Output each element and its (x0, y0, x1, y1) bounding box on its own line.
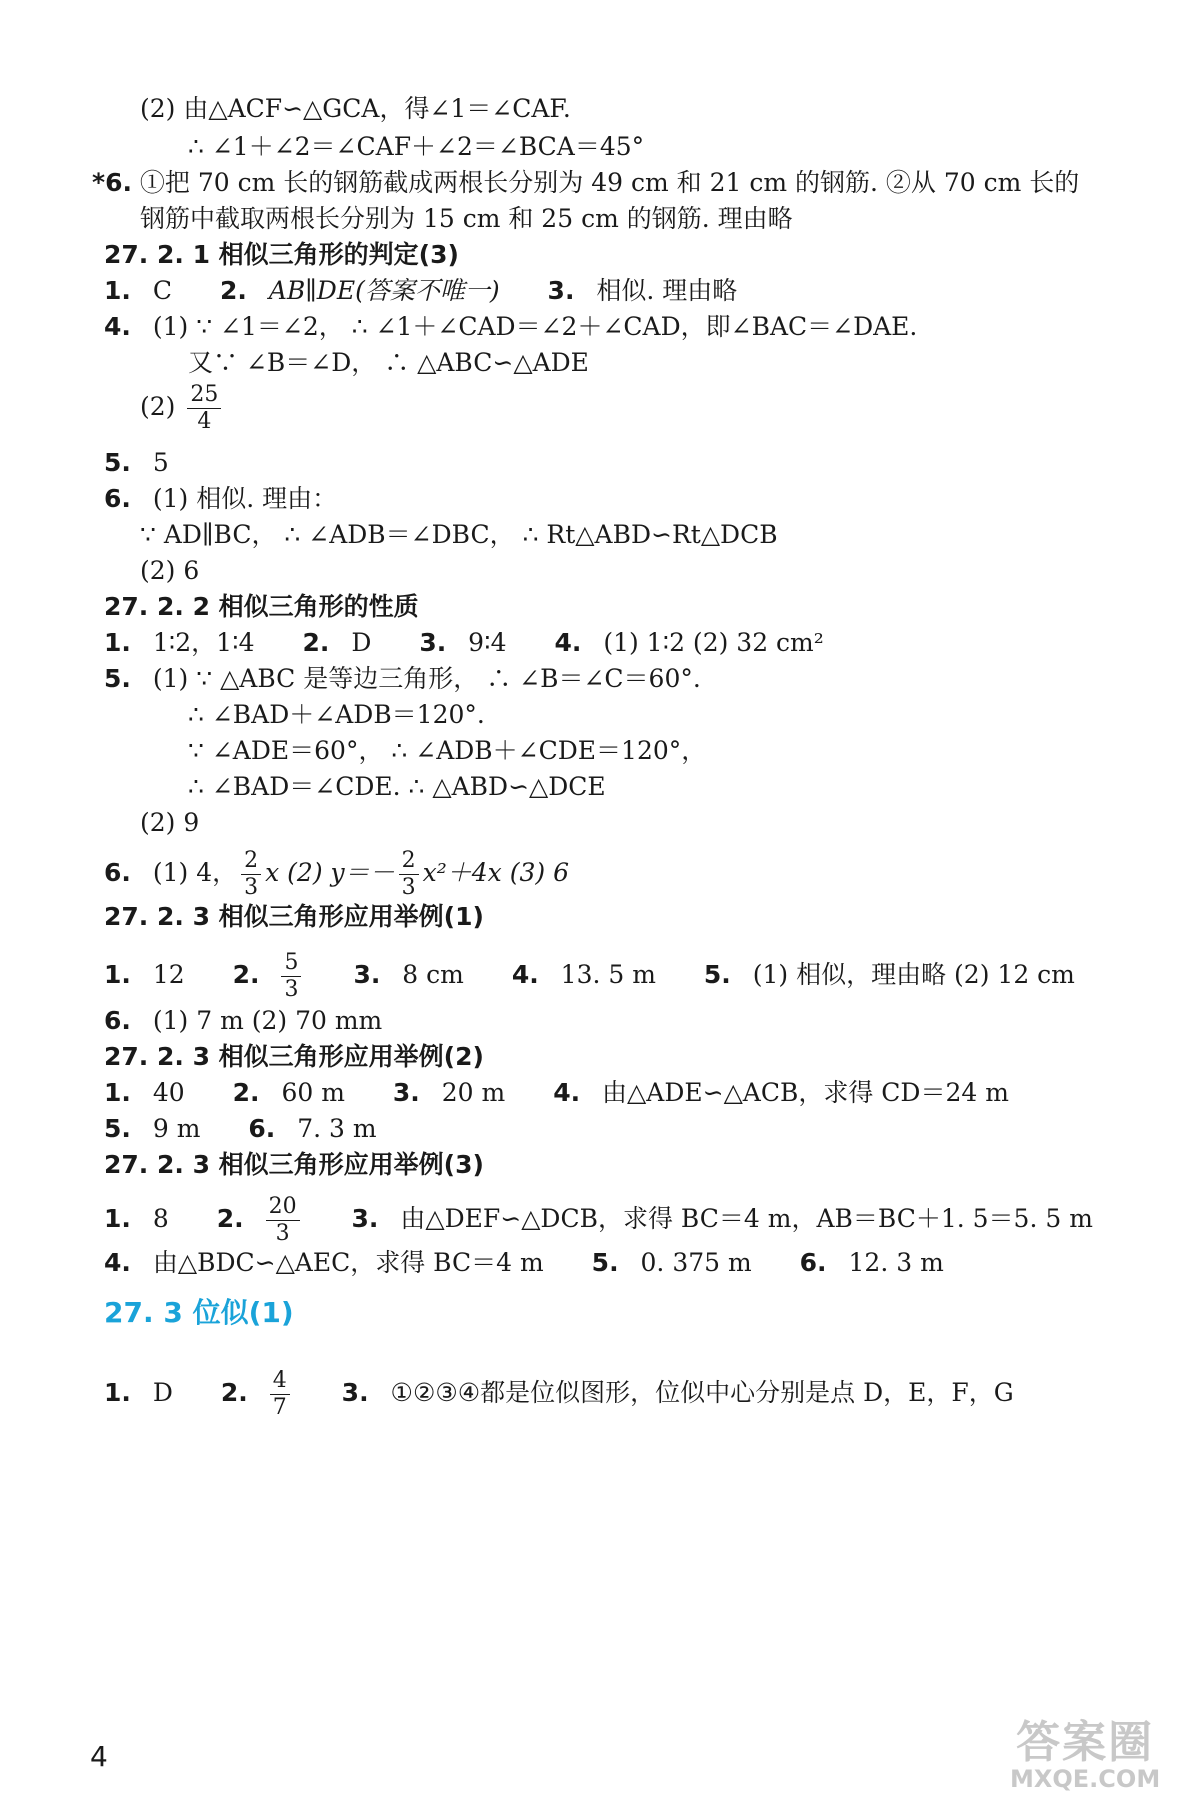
fraction: $\frac{25}{4}$ (187, 382, 221, 435)
question-number: 4. (104, 312, 131, 341)
answer-text: ①②③④都是位似图形，位似中心分别是点 D，E，F，G (390, 1378, 1014, 1407)
question-number: *6. (92, 168, 132, 197)
answer-text: 9∶4 (468, 628, 507, 657)
answer-text: x²＋4x (3) 6 (422, 858, 569, 887)
answer-text: 5 (152, 448, 169, 477)
answer-line (92, 166, 1079, 200)
answer-line (104, 1004, 382, 1038)
answer-line: ∴ ∠BAD＝∠CDE. ∴ △ABD∽△DCE (188, 772, 606, 801)
answer-line: 钢筋中截取两根长分别为 15 cm 和 25 cm 的钢筋. 理由略 (140, 204, 793, 233)
answer-text: 相似. 理由略 (596, 276, 738, 305)
answer-text: 13. 5 m (560, 960, 656, 989)
question-number: 6. (799, 1248, 827, 1277)
chapter-heading: 27. 3 位似(1) (104, 1296, 294, 1329)
answer-line: ∵ ∠ADE＝60°， ∴ ∠ADB＋∠CDE＝120°， (188, 736, 707, 765)
answer-line (104, 950, 1075, 1003)
question-number: 6. (248, 1114, 276, 1143)
answer-line (104, 1368, 1014, 1421)
answer-line (104, 626, 824, 660)
question-number: 3. (419, 628, 447, 657)
answer-line (104, 662, 701, 696)
watermark-url: MXQE.COM (1010, 1765, 1161, 1793)
answer-text: (1) ∵ △ABC 是等边三角形， ∴ ∠B＝∠C＝60°. (152, 664, 701, 693)
section-heading: 27. 2. 3 相似三角形应用举例(1) (104, 902, 484, 931)
answer-text: (1) 4， (152, 858, 238, 887)
answer-text: 0. 375 m (640, 1248, 752, 1277)
question-number: 6. (104, 1006, 131, 1035)
answer-text: (1) 1∶2 (2) 32 cm² (603, 628, 824, 657)
question-number: 5. (703, 960, 731, 989)
answer-text: (1) ∵ ∠1＝∠2， ∴ ∠1＋∠CAD＝∠2＋∠CAD，即∠BAC＝∠DAE. (152, 312, 918, 341)
question-number: 5. (591, 1248, 619, 1277)
question-number: 3. (392, 1078, 420, 1107)
answer-line (104, 310, 917, 344)
answer-text: ①把 70 cm 长的钢筋截成两根长分别为 49 cm 和 21 cm 的钢筋. ②从 70 cm 长的 (139, 168, 1080, 197)
answer-text: D (351, 628, 372, 657)
question-number: 3. (351, 1204, 379, 1233)
section-heading: 27. 2. 2 相似三角形的性质 (104, 592, 419, 621)
section-heading: 27. 2. 3 相似三角形应用举例(2) (104, 1042, 484, 1071)
answer-line (104, 1112, 377, 1146)
answer-line (104, 1076, 1009, 1110)
fraction: $\frac{20}{3}$ (266, 1194, 300, 1247)
answer-text: (2) (140, 392, 176, 421)
answer-text: 由△BDC∽△AEC，求得 BC＝4 m (152, 1248, 544, 1277)
fraction: $\frac{5}{3}$ (281, 950, 301, 1003)
answer-line (104, 274, 737, 308)
answer-text: (1) 相似. 理由： (152, 484, 338, 513)
answer-text: (1) 相似，理由略 (2) 12 cm (752, 960, 1075, 989)
answer-text: 8 cm (402, 960, 464, 989)
answer-text: 60 m (281, 1078, 345, 1107)
answer-line: (2) 6 (140, 556, 200, 585)
answer-text: x (2) y＝－ (265, 858, 395, 887)
question-number: 5. (104, 448, 131, 477)
question-number: 5. (104, 1114, 131, 1143)
question-number: 2. (216, 1204, 244, 1233)
answer-line (104, 1246, 944, 1280)
question-number: 5. (104, 664, 131, 693)
watermark (1010, 1717, 1161, 1793)
answer-text: AB∥DE(答案不唯一) (268, 276, 500, 305)
answer-line (104, 848, 569, 901)
answer-text: 8 (152, 1204, 169, 1233)
question-number: 6. (104, 484, 131, 513)
answer-text: D (152, 1378, 173, 1407)
fraction: $\frac{2}{3}$ (399, 848, 419, 901)
question-number: 2. (232, 960, 260, 989)
answer-text: 40 (152, 1078, 185, 1107)
answer-text: 7. 3 m (297, 1114, 377, 1143)
answer-line: (2) 由△ACF∽△GCA，得∠1＝∠CAF. (140, 94, 571, 123)
fraction: $\frac{2}{3}$ (241, 848, 261, 901)
question-number: 4. (511, 960, 539, 989)
question-number: 3. (353, 960, 381, 989)
answer-line: 又∵ ∠B＝∠D， ∴ △ABC∽△ADE (188, 348, 589, 377)
answer-text: 12 (152, 960, 185, 989)
answer-line (104, 482, 337, 516)
answer-line (104, 446, 169, 480)
question-number: 2. (232, 1078, 260, 1107)
question-number: 1. (104, 960, 131, 989)
question-number: 4. (554, 628, 582, 657)
answer-line: ∴ ∠BAD＋∠ADB＝120°. (188, 700, 485, 729)
answer-line (104, 1194, 1093, 1247)
question-number: 3. (547, 276, 575, 305)
question-number: 1. (104, 628, 131, 657)
watermark-logo: 答案圈 (1016, 1717, 1155, 1768)
answer-text: 1∶2，1∶4 (152, 628, 255, 657)
question-number: 4. (553, 1078, 581, 1107)
question-number: 2. (302, 628, 330, 657)
section-heading: 27. 2. 1 相似三角形的判定(3) (104, 240, 459, 269)
page-number: 4 (90, 1740, 108, 1773)
question-number: 3. (341, 1378, 369, 1407)
answer-line: (2) 9 (140, 808, 200, 837)
question-number: 1. (104, 1378, 131, 1407)
answer-text: 9 m (152, 1114, 201, 1143)
answer-line: ∴ ∠1＋∠2＝∠CAF＋∠2＝∠BCA＝45° (188, 132, 645, 161)
question-number: 1. (104, 1204, 131, 1233)
question-number: 1. (104, 276, 131, 305)
section-heading: 27. 2. 3 相似三角形应用举例(3) (104, 1150, 484, 1179)
question-number: 2. (220, 1378, 248, 1407)
question-number: 2. (219, 276, 247, 305)
answer-text: C (152, 276, 172, 305)
answer-text: 由△ADE∽△ACB，求得 CD＝24 m (602, 1078, 1009, 1107)
answer-text: 12. 3 m (848, 1248, 944, 1277)
answer-text: (1) 7 m (2) 70 mm (152, 1006, 383, 1035)
answer-line (140, 382, 225, 435)
answer-text: 由△DEF∽△DCB，求得 BC＝4 m，AB＝BC＋1. 5＝5. 5 m (400, 1204, 1093, 1233)
fraction: $\frac{4}{7}$ (270, 1368, 290, 1421)
question-number: 4. (104, 1248, 131, 1277)
question-number: 1. (104, 1078, 131, 1107)
answer-line: ∵ AD∥BC， ∴ ∠ADB＝∠DBC， ∴ Rt△ABD∽Rt△DCB (140, 520, 778, 549)
answer-text: 20 m (441, 1078, 506, 1107)
question-number: 6. (104, 858, 131, 887)
